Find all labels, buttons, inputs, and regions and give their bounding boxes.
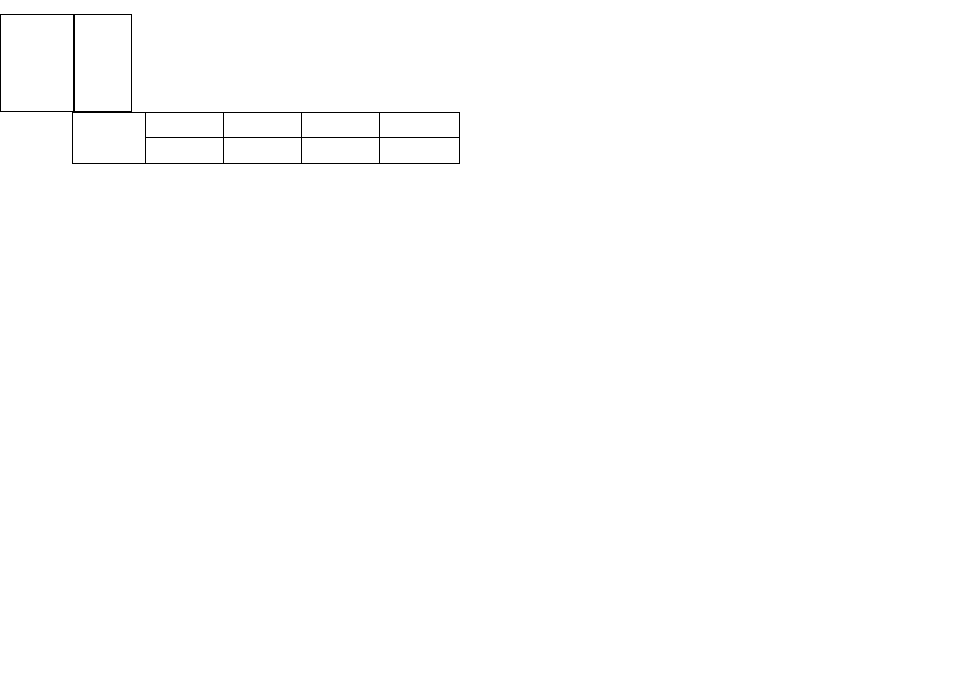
results-grid <box>72 112 460 164</box>
bet-types-box <box>74 14 132 112</box>
race-number-box <box>0 14 74 112</box>
